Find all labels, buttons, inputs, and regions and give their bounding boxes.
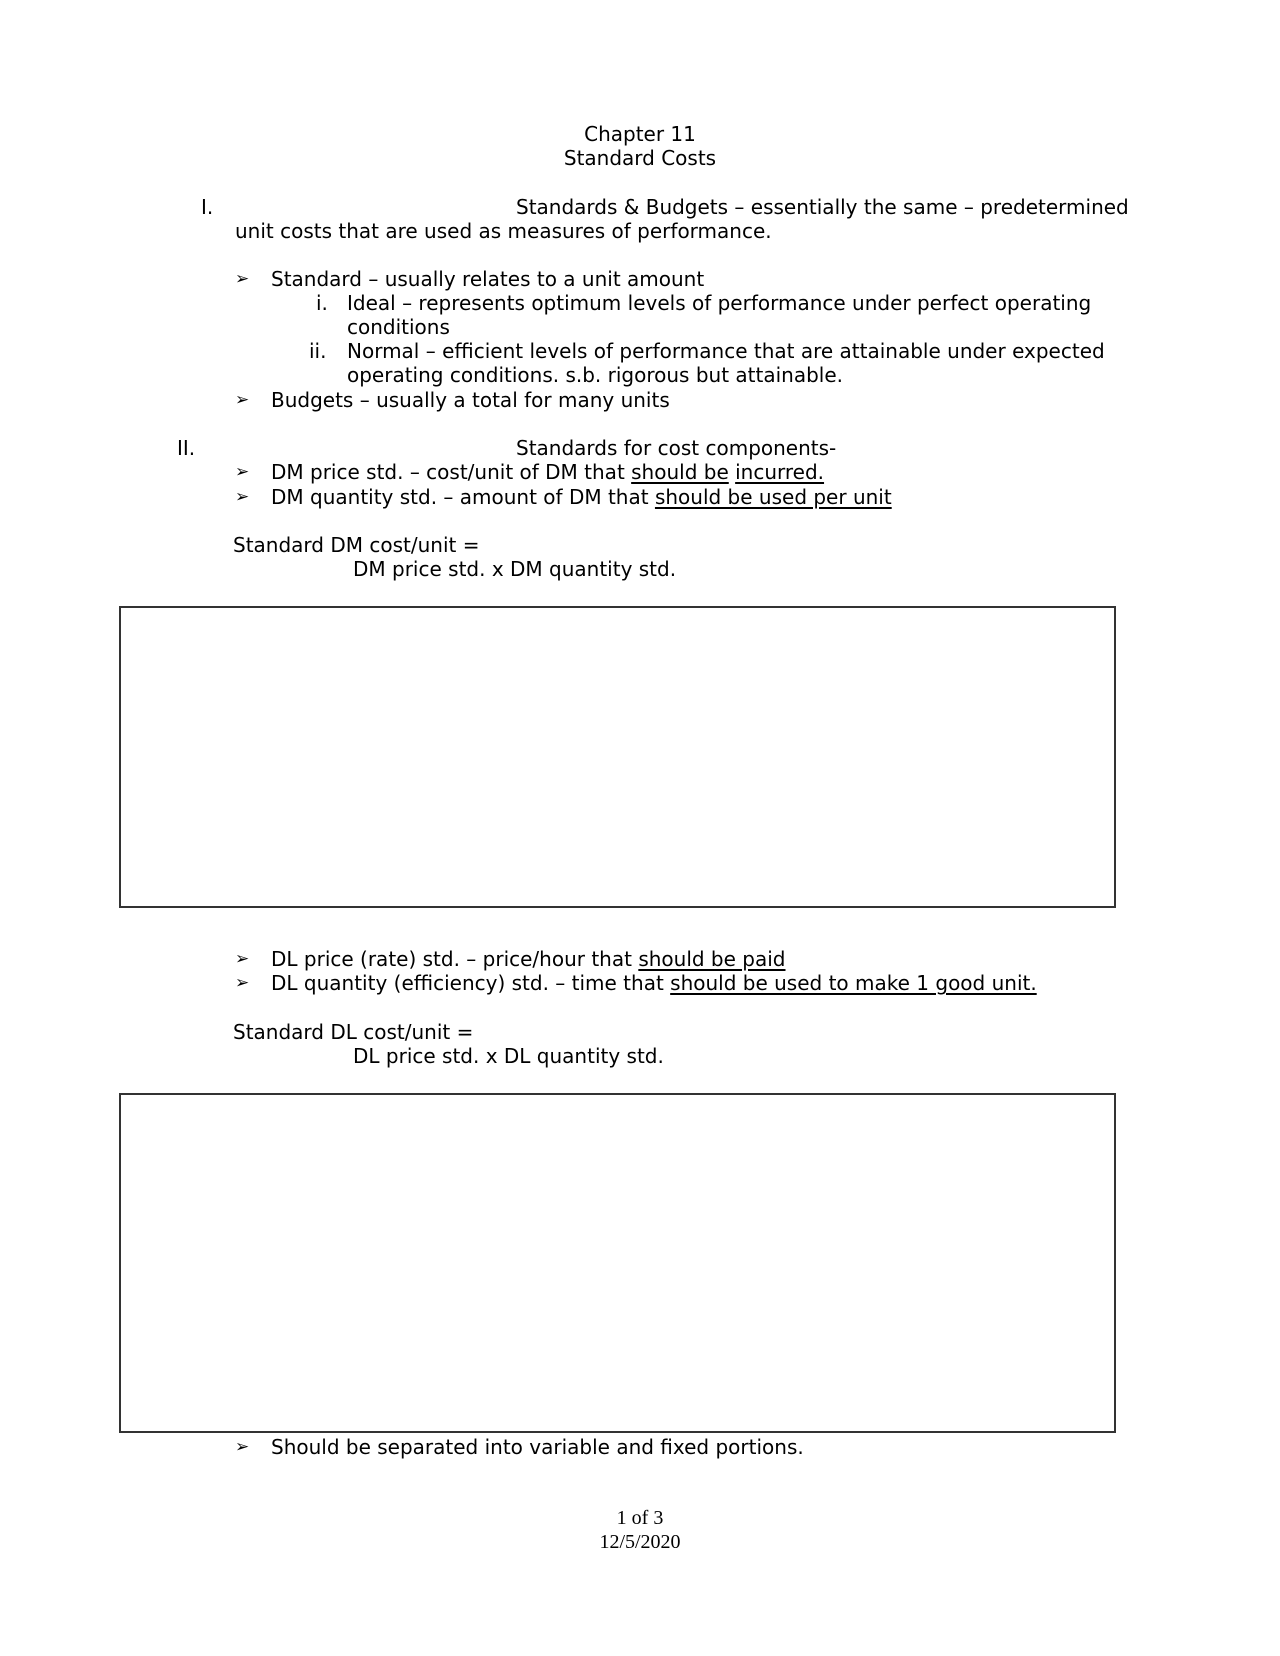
bullet-dl-price bbox=[271, 947, 786, 971]
chapter-title: Chapter 11 bbox=[584, 122, 696, 146]
bullet-arrow-icon: ➢ bbox=[235, 487, 250, 507]
bullet-standard: Standard – usually relates to a unit amount bbox=[271, 267, 705, 291]
ideal-text: Ideal – represents optimum levels of performance under perfect operating bbox=[347, 291, 1092, 315]
bullet-arrow-icon: ➢ bbox=[235, 1437, 250, 1457]
bullet-dm-quantity bbox=[271, 485, 892, 509]
dm-price-text: DM price std. – cost/unit of DM that bbox=[271, 460, 632, 484]
dl-quantity-text: DL quantity (efficiency) std. – time that bbox=[271, 971, 671, 995]
bullet-dl-quantity bbox=[271, 971, 1037, 995]
bullet-arrow-icon: ➢ bbox=[235, 390, 250, 410]
bullet-arrow-icon: ➢ bbox=[235, 973, 250, 993]
page-number: 1 of 3 bbox=[616, 1507, 664, 1529]
normal-text-cont: operating conditions. s.b. rigorous but attainable. bbox=[347, 363, 843, 387]
ideal-text-cont: conditions bbox=[347, 315, 450, 339]
dm-formula-label: Standard DM cost/unit = bbox=[233, 533, 480, 557]
section-2-numeral: II. bbox=[177, 436, 196, 460]
bullet-arrow-icon: ➢ bbox=[235, 269, 250, 289]
dm-answer-box bbox=[119, 606, 1116, 908]
bullet-dm-price bbox=[271, 460, 824, 484]
ideal-numeral: i. bbox=[316, 291, 328, 315]
dm-price-emphasis: should be bbox=[631, 460, 729, 484]
section-1-numeral: I. bbox=[201, 195, 214, 219]
normal-numeral: ii. bbox=[309, 339, 327, 363]
bullet-arrow-icon: ➢ bbox=[235, 949, 250, 969]
dl-formula: DL price std. x DL quantity std. bbox=[353, 1044, 664, 1068]
dm-quantity-text: DM quantity std. – amount of DM that bbox=[271, 485, 655, 509]
dl-price-text: DL price (rate) std. – price/hour that bbox=[271, 947, 639, 971]
dm-quantity-emphasis: should be used per unit bbox=[654, 485, 892, 509]
normal-text: Normal – efficient levels of performance that are attainable under expected bbox=[347, 339, 1105, 363]
bullet-arrow-icon: ➢ bbox=[235, 462, 250, 482]
bullet-separated: Should be separated into variable and fixed portions. bbox=[271, 1435, 804, 1459]
dm-price-emphasis-2: incurred. bbox=[735, 460, 825, 484]
bullet-budgets: Budgets – usually a total for many units bbox=[271, 388, 670, 412]
dm-formula: DM price std. x DM quantity std. bbox=[353, 557, 677, 581]
footer-date: 12/5/2020 bbox=[599, 1531, 681, 1553]
dl-answer-box bbox=[119, 1093, 1116, 1433]
chapter-subtitle: Standard Costs bbox=[563, 146, 717, 170]
dl-formula-label: Standard DL cost/unit = bbox=[233, 1020, 474, 1044]
dl-price-emphasis: should be paid bbox=[638, 947, 786, 971]
section-1-heading: Standards & Budgets – essentially the same – predetermined bbox=[516, 195, 1129, 219]
dl-quantity-emphasis: should be used to make 1 good unit. bbox=[670, 971, 1037, 995]
section-1-heading-cont: unit costs that are used as measures of performance. bbox=[235, 219, 772, 243]
section-2-heading: Standards for cost components- bbox=[516, 436, 837, 460]
